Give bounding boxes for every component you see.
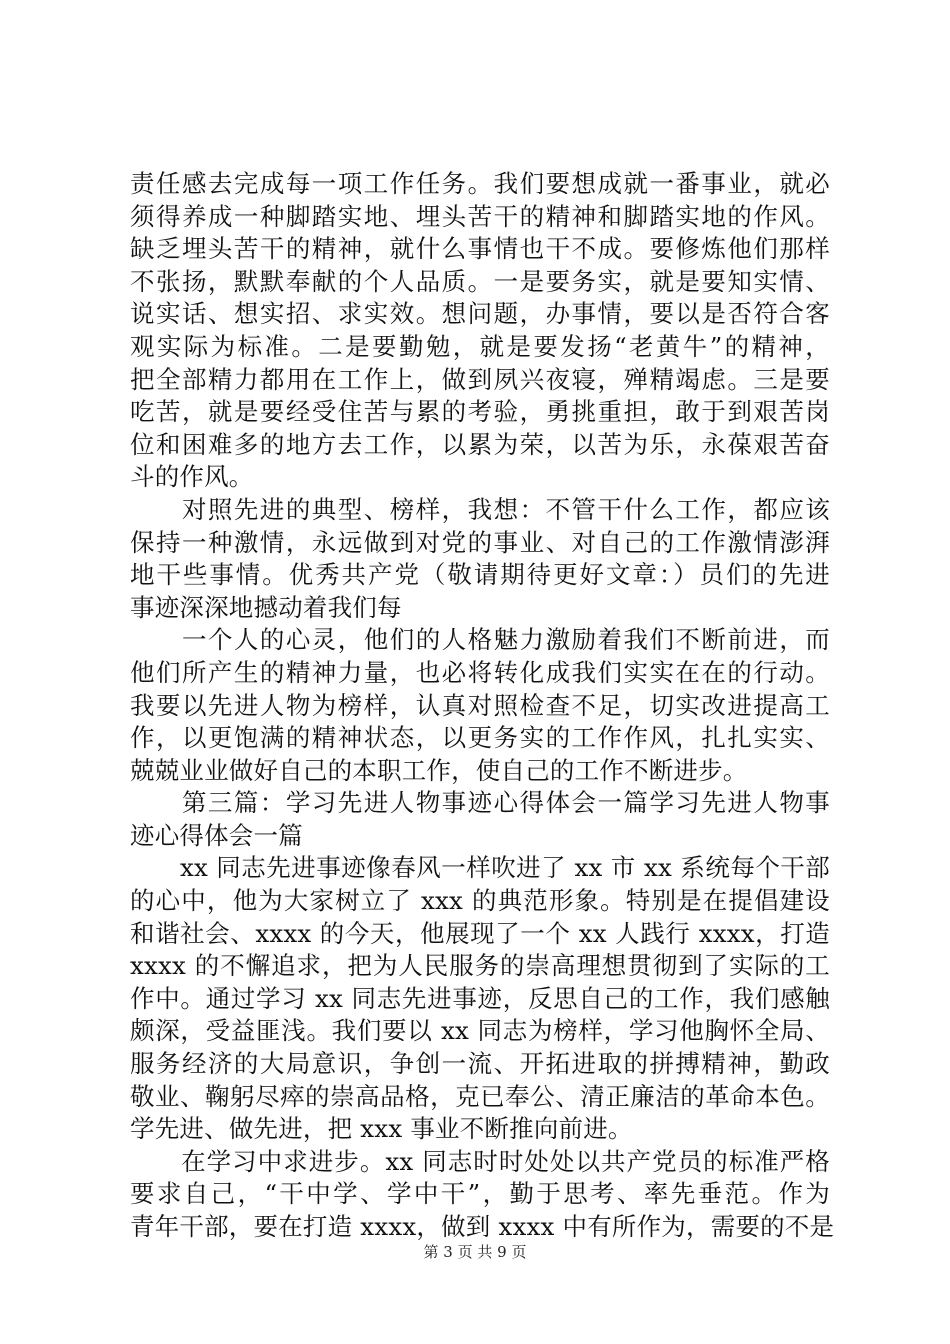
- text-line: 作，以更饱满的精神状态，以更务实的工作作风，扎扎实实、: [130, 723, 830, 753]
- text-line: 和谐社会、xxxx 的今天，他展现了一个 xx 人践行 xxxx，打造: [130, 918, 830, 948]
- text-line: 要求自己，“干中学、学中干”，勤于思考、率先垂范。作为: [130, 1179, 830, 1209]
- text-line: 一个人的心灵，他们的人格魅力激励着我们不断前进，而: [130, 625, 830, 655]
- text-line: 把全部精力都用在工作上，做到夙兴夜寝，殚精竭虑。三是要: [130, 364, 830, 394]
- text-line: 不张扬，默默奉献的个人品质。一是要务实，就是要知实情、: [130, 266, 830, 296]
- text-line: 对照先进的典型、榜样，我想：不管干什么工作，都应该: [130, 494, 830, 524]
- text-line: 迹心得体会一篇: [130, 820, 303, 850]
- text-line: 缺乏埋头苦干的精神，就什么事情也干不成。要修炼他们那样: [130, 234, 830, 264]
- text-line: 吃苦，就是要经受住苦与累的考验，勇挑重担，敢于到艰苦岗: [130, 397, 830, 427]
- text-line: 在学习中求进步。xx 同志时时处处以共产党员的标准严格: [130, 1146, 830, 1176]
- text-line: 我要以先进人物为榜样，认真对照检查不足，切实改进提高工: [130, 690, 830, 720]
- text-line: 事迹深深地撼动着我们每: [130, 592, 402, 622]
- text-line: 学先进、做先进，把 xxx 事业不断推向前进。: [130, 1114, 633, 1144]
- text-line: 第三篇：学习先进人物事迹心得体会一篇学习先进人物事: [130, 788, 830, 818]
- document-body: [130, 168, 835, 1244]
- text-line: 责任感去完成每一项工作任务。我们要想成就一番事业，就必: [130, 169, 830, 198]
- text-line: 兢兢业业做好自己的本职工作，使自己的工作不断进步。: [130, 755, 748, 785]
- text-line: 他们所产生的精神力量，也必将转化成我们实实在在的行动。: [130, 657, 830, 687]
- text-line: 敬业、鞠躬尽瘁的崇高品格，克已奉公、清正廉洁的革命本色。: [130, 1081, 830, 1111]
- text-line: 青年干部，要在打造 xxxx，做到 xxxx 中有所作为，需要的不是: [130, 1212, 835, 1241]
- text-line: xxxx 的不懈追求，把为人民服务的崇高理想贯彻到了实际的工: [130, 951, 830, 981]
- text-line: 观实际为标准。二是要勤勉，就是要发扬“老黄牛”的精神，: [130, 331, 830, 361]
- text-line: xx 同志先进事迹像春风一样吹进了 xx 市 xx 系统每个干部: [130, 853, 830, 883]
- page-footer: 第 3 页 共 9 页: [423, 1243, 527, 1261]
- text-line: 位和困难多的地方去工作，以累为荣，以苦为乐，永葆艰苦奋: [130, 429, 830, 459]
- text-line: 地干些事情。优秀共产党（敬请期待更好文章：）员们的先进: [130, 560, 830, 590]
- text-line: 的心中，他为大家树立了 xxx 的典范形象。特别是在提倡建设: [130, 886, 830, 916]
- text-line: 须得养成一种脚踏实地、埋头苦干的精神和脚踏实地的作风。: [130, 201, 830, 231]
- text-line: 说实话、想实招、求实效。想问题，办事情，要以是否符合客: [130, 299, 830, 329]
- text-line: 服务经济的大局意识，争创一流、开拓进取的拼搏精神，勤政: [130, 1049, 830, 1079]
- text-line: 颇深，受益匪浅。我们要以 xx 同志为榜样，学习他胸怀全局、: [130, 1016, 830, 1046]
- text-line: 斗的作风。: [130, 462, 254, 492]
- text-line: 保持一种激情，永远做到对党的事业、对自己的工作激情澎湃: [130, 527, 830, 557]
- text-line: 作中。通过学习 xx 同志先进事迹，反思自己的工作，我们感触: [130, 983, 830, 1013]
